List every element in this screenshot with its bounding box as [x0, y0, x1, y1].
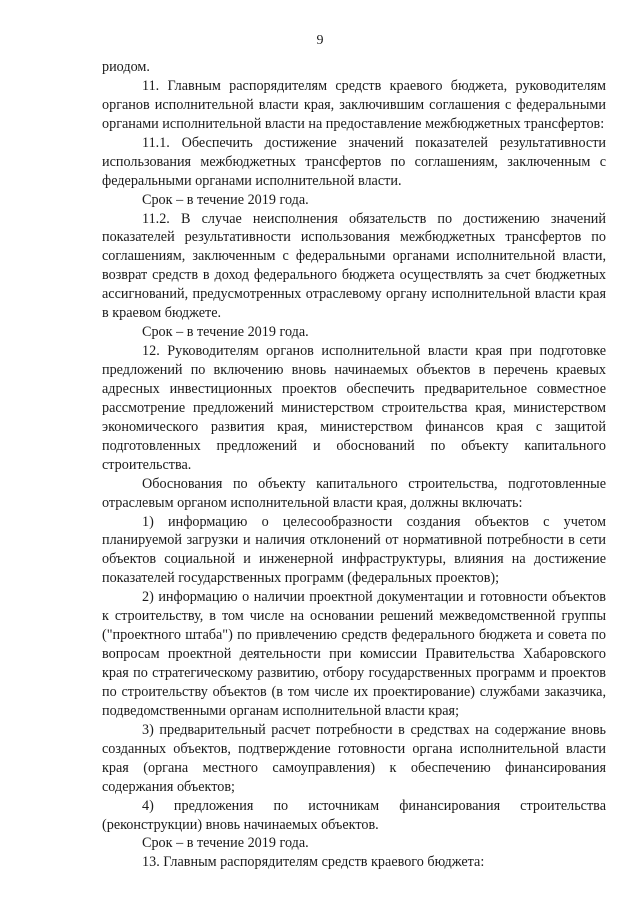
- paragraph: 11.1. Обеспечить достижение значений показателей результативности использования межбюджетных трансфертов по соглашениям, заключенным с федеральными органами исполнительной власти.: [102, 134, 606, 189]
- paragraph: 11.2. В случае неисполнения обязательств по достижению значений показателей результативности использования межбюджетных трансфертов по соглашениям, заключенным с федеральными органами исполнительной власти, возврат средств в доход федерального бюджета осуществлять за счет бюджетных ассигнований, предусмотренных отраслевому органу исполнительной власти края в краевом бюджете.: [102, 210, 606, 322]
- paragraph: Обоснования по объекту капитального строительства, подготовленные отраслевым органом исполнительной власти края, должны включать:: [102, 475, 606, 511]
- document-body: [102, 58, 606, 872]
- paragraph: 2) информацию о наличии проектной документации и готовности объектов к строительству, в том числе на основании решений межведомственной группы ("проектного штаба") по привлечению средств федерального бюджета и совета по вопросам проектной деятельности при комиссии Правительства Хабаровского края по стратегическому развитию, отбору государственных программ и проектов по строительству объектов (в том числе их проектирование) службами заказчика, подведомственными органам исполнительной власти края;: [102, 589, 606, 719]
- paragraph: 1) информацию о целесообразности создания объектов с учетом планируемой загрузки и наличия отклонений от нормативной потребности в сети объектов социальной и инженерной инфраструктуры, влияния на достижение показателей государственных программ (федеральных проектов);: [102, 513, 606, 587]
- paragraph: риодом.: [102, 59, 150, 75]
- paragraph: Срок – в течение 2019 года.: [142, 835, 309, 852]
- page-number: 9: [316, 33, 324, 48]
- paragraph: Срок – в течение 2019 года.: [142, 191, 309, 208]
- paragraph: Срок – в течение 2019 года.: [142, 324, 309, 341]
- paragraph: 3) предварительный расчет потребности в средствах на содержание вновь созданных объектов, подтверждение готовности органа исполнительной власти края (органа местного самоуправления) к обеспечению финансирования содержания объектов;: [102, 721, 606, 795]
- paragraph: 12. Руководителям органов исполнительной власти края при подготовке предложений по включению вновь начинаемых объектов в перечень краевых адресных инвестиционных проектов обеспечить предварительное совместное рассмотрение предложений министерством строительства края, министерством экономического развития края, министерством финансов края с защитой подготовленных предложений и обоснований по объекту капитального строительства.: [102, 343, 606, 473]
- paragraph: 4) предложения по источникам финансирования строительства (реконструкции) вновь начинаемых объектов.: [102, 797, 606, 833]
- paragraph: 11. Главным распорядителям средств краевого бюджета, руководителям органов исполнительной власти края, заключившим соглашения с федеральными органами исполнительной власти на предоставление межбюджетных трансфертов:: [102, 77, 606, 132]
- paragraph: 13. Главным распорядителям средств краевого бюджета:: [142, 854, 485, 871]
